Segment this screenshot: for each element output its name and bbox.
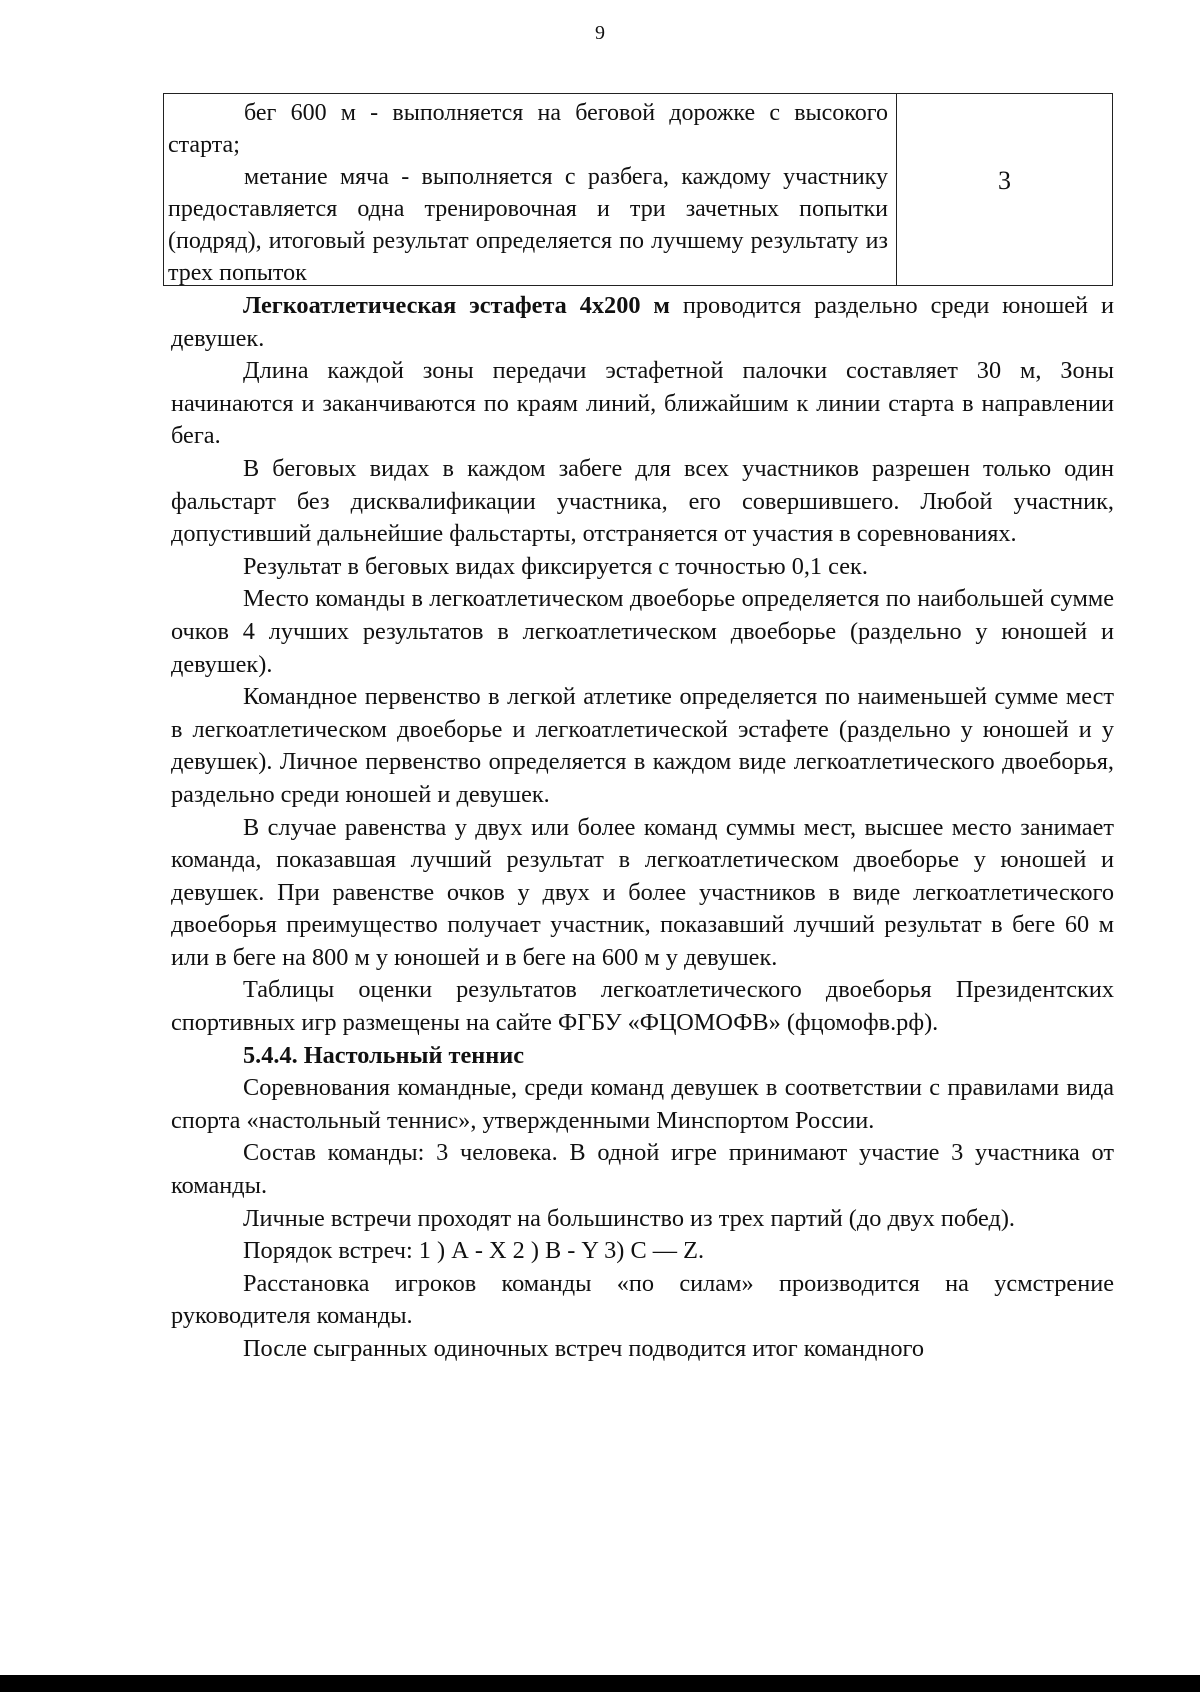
tennis-paragraph-placement: Расстановка игроков команды «по силам» производится на усмстрение руководителя команды. (171, 1269, 1114, 1330)
relay-paragraph (171, 290, 1114, 355)
rules-table (163, 93, 1113, 286)
tennis-paragraph-team: Состав команды: 3 человека. В одной игре принимают участие 3 участника от команды. (171, 1139, 1114, 1200)
scan-bottom-edge (0, 1675, 1200, 1692)
relay-text: проводится раздельно среди юношей и девушек. (171, 292, 1114, 352)
paragraph-team-place: Место команды в легкоатлетическом двоеборье определяется по наибольшей сумме очков 4 лучших результатов в легкоатлетическом двоеборье (раздельно у юношей и девушек). (171, 585, 1114, 678)
tennis-paragraph-matches: Личные встречи проходят на большинство из трех партий (до двух побед). (243, 1204, 1016, 1232)
section-heading-table-tennis: 5.4.4. Настольный теннис (243, 1041, 525, 1069)
paragraph-score-tables: Таблицы оценки результатов легкоатлетического двоеборья Президентских спортивных игр размещены на сайте ФГБУ «ФЦОМОФВ» (фцомофв.рф). (171, 976, 1114, 1037)
table-description-cell (164, 94, 897, 285)
paragraph-zones: Длина каждой зоны передачи эстафетной палочки составляет 30 м, Зоны начинаются и заканчиваются по краям линий, ближайшим к линии старта в направлении бега. (171, 357, 1114, 450)
tennis-paragraph-competition: Соревнования командные, среди команд девушек в соответствии с правилами вида спорта «настольный теннис», утвержденными Минспортом России. (171, 1074, 1114, 1134)
page-number: 9 (595, 22, 605, 44)
table-paragraph-ball-throw: метание мяча - выполняется с разбега, каждому участнику предоставляется одна тренировочная и три зачетных попытки (подряд), итоговый результат определяется по лучшему результату из трех попыток (168, 164, 888, 285)
relay-title: Легкоатлетическая эстафета 4х200 м (243, 292, 670, 319)
paragraph-timing: Результат в беговых видах фиксируется с точностью 0,1 сек. (243, 552, 868, 580)
paragraph-tie-break: В случае равенства у двух или более команд суммы мест, высшее место занимает команда, показавшая лучший результат в легкоатлетическом двоеборье у юношей и девушек. При равенстве очков у двух и более участников в виде легкоатлетического двоеборья преимущество получает участник, показавший лучший результат в беге 60 м или в беге на 800 м у юношей и в беге на 600 м у девушек. (171, 813, 1114, 971)
paragraph-team-championship: Командное первенство в легкой атлетике определяется по наименьшей сумме мест в легкоатлетическом двоеборье и легкоатлетической эстафете (раздельно у юношей и у девушек). Личное первенство определяется в каждом виде легкоатлетического двоеборья, раздельно среди юношей и девушек. (171, 683, 1114, 808)
paragraph-false-start: В беговых видах в каждом забеге для всех участников разрешен только один фальстарт без дисквалификации участника, его совершившего. Любой участник, допустивший дальнейшие фальстарты, отстраняется от участия в соревнованиях. (171, 454, 1114, 548)
table-paragraph-run-600: бег 600 м - выполняется на беговой дорожке с высокого старта; (168, 100, 888, 158)
table-value-cell: 3 (998, 165, 1011, 195)
tennis-paragraph-order: Порядок встреч: 1 ) А - Х 2 ) В - Y 3) С — Z. (243, 1237, 705, 1265)
tennis-paragraph-summary: После сыгранных одиночных встреч подводится итог командного (243, 1335, 925, 1362)
document-body (171, 290, 1114, 1366)
